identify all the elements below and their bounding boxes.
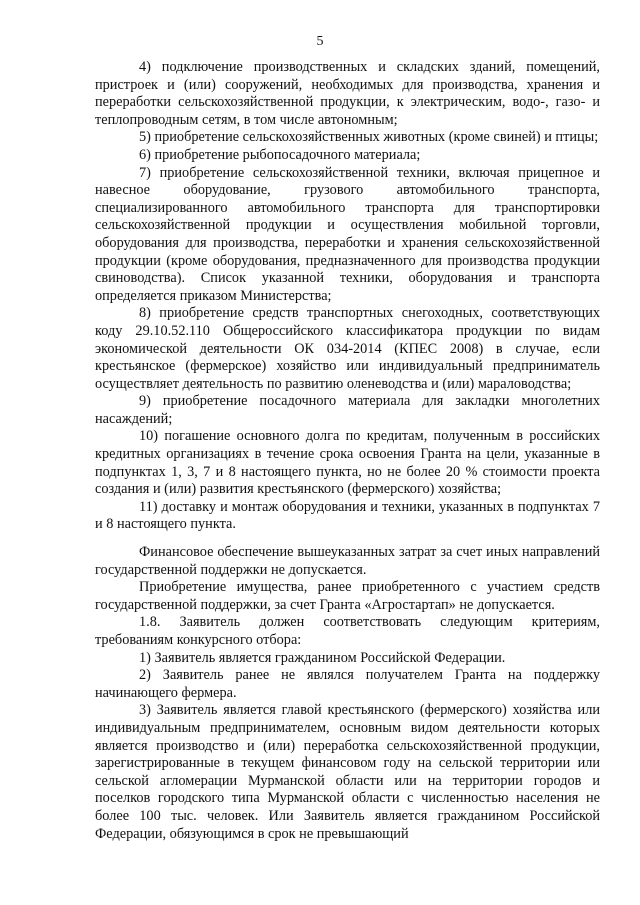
paragraph-criterion-2: 2) Заявитель ранее не являлся получателем Гранта на поддержку начинающего фермера.	[95, 667, 600, 701]
paragraph-property: Приобретение имущества, ранее приобретенного с участием средств государственной поддержки, за счет Гранта «Агростартап» не допускается.	[95, 579, 600, 613]
paragraph-item-8: 8) приобретение средств транспортных снегоходных, соответствующих коду 29.10.52.110 Общероссийского классификатора продукции по видам экономической деятельности ОК 034-2014 (КПЕС 2008) в случае, если крестьянское (фермерское) хозяйство или индивидуальный предприниматель осуществляет деятельность по развитию оленеводства и (или) мараловодства;	[95, 305, 600, 392]
paragraph-criterion-1: 1) Заявитель является гражданином Российской Федерации.	[139, 649, 506, 666]
paragraph-item-11: 11) доставку и монтаж оборудования и техники, указанных в подпунктах 7 и 8 настоящего пункта.	[95, 498, 600, 533]
document-body	[95, 59, 600, 843]
paragraph-item-9: 9) приобретение посадочного материала для закладки многолетних насаждений;	[95, 393, 600, 427]
paragraph-item-10: 10) погашение основного долга по кредитам, полученным в российских кредитных организациях в течение срока освоения Гранта на цели, указанные в подпунктах 1, 3, 7 и 8 настоящего пункта, но не более 20 % стоимости проекта создания и (или) развития крестьянского (фермерского) хозяйства;	[95, 428, 600, 498]
page-number: 5	[316, 34, 324, 49]
paragraph-section-1-8: 1.8. Заявитель должен соответствовать следующим критериям, требованиям конкурсного отбора:	[95, 614, 600, 648]
paragraph-item-7: 7) приобретение сельскохозяйственной техники, включая прицепное и навесное оборудование, грузового автомобильного транспорта, специализированного автомобильного транспорта для транспортировки сельскохозяйственной продукции и осуществления мобильной торговли, оборудования для производства, переработки и хранения сельскохозяйственной продукции (кроме оборудования, предназначенного для производства продукции свиноводства). Список указанной техники, оборудования и транспорта определяется приказом Министерства;	[95, 164, 600, 304]
paragraph-financing: Финансовое обеспечение вышеуказанных затрат за счет иных направлений государственной поддержки не допускается.	[95, 544, 600, 578]
paragraph-item-4: 4) подключение производственных и складских зданий, помещений, пристроек и (или) сооружений, необходимых для производства, хранения и переработки сельскохозяйственной продукции, к электрическим, водо-, газо- и теплопроводным сетям, в том числе автономным;	[95, 59, 600, 128]
paragraph-item-5: 5) приобретение сельскохозяйственных животных (кроме свиней) и птицы;	[139, 129, 599, 146]
paragraph-item-6: 6) приобретение рыбопосадочного материала;	[139, 146, 421, 163]
paragraph-criterion-3: 3) Заявитель является главой крестьянского (фермерского) хозяйства или индивидуальным предпринимателем, основным видом деятельности которых является производство и (или) переработка сельскохозяйственной продукции, зарегистрированные в текущем финансовом году на сельской территории или сельской агломерации Мурманской области или на территории городов и поселков городского типа Мурманской области с численностью населения не более 100 тыс. человек. Или Заявитель является гражданином Российской Федерации, обязующимся в срок не превышающий	[95, 702, 600, 842]
